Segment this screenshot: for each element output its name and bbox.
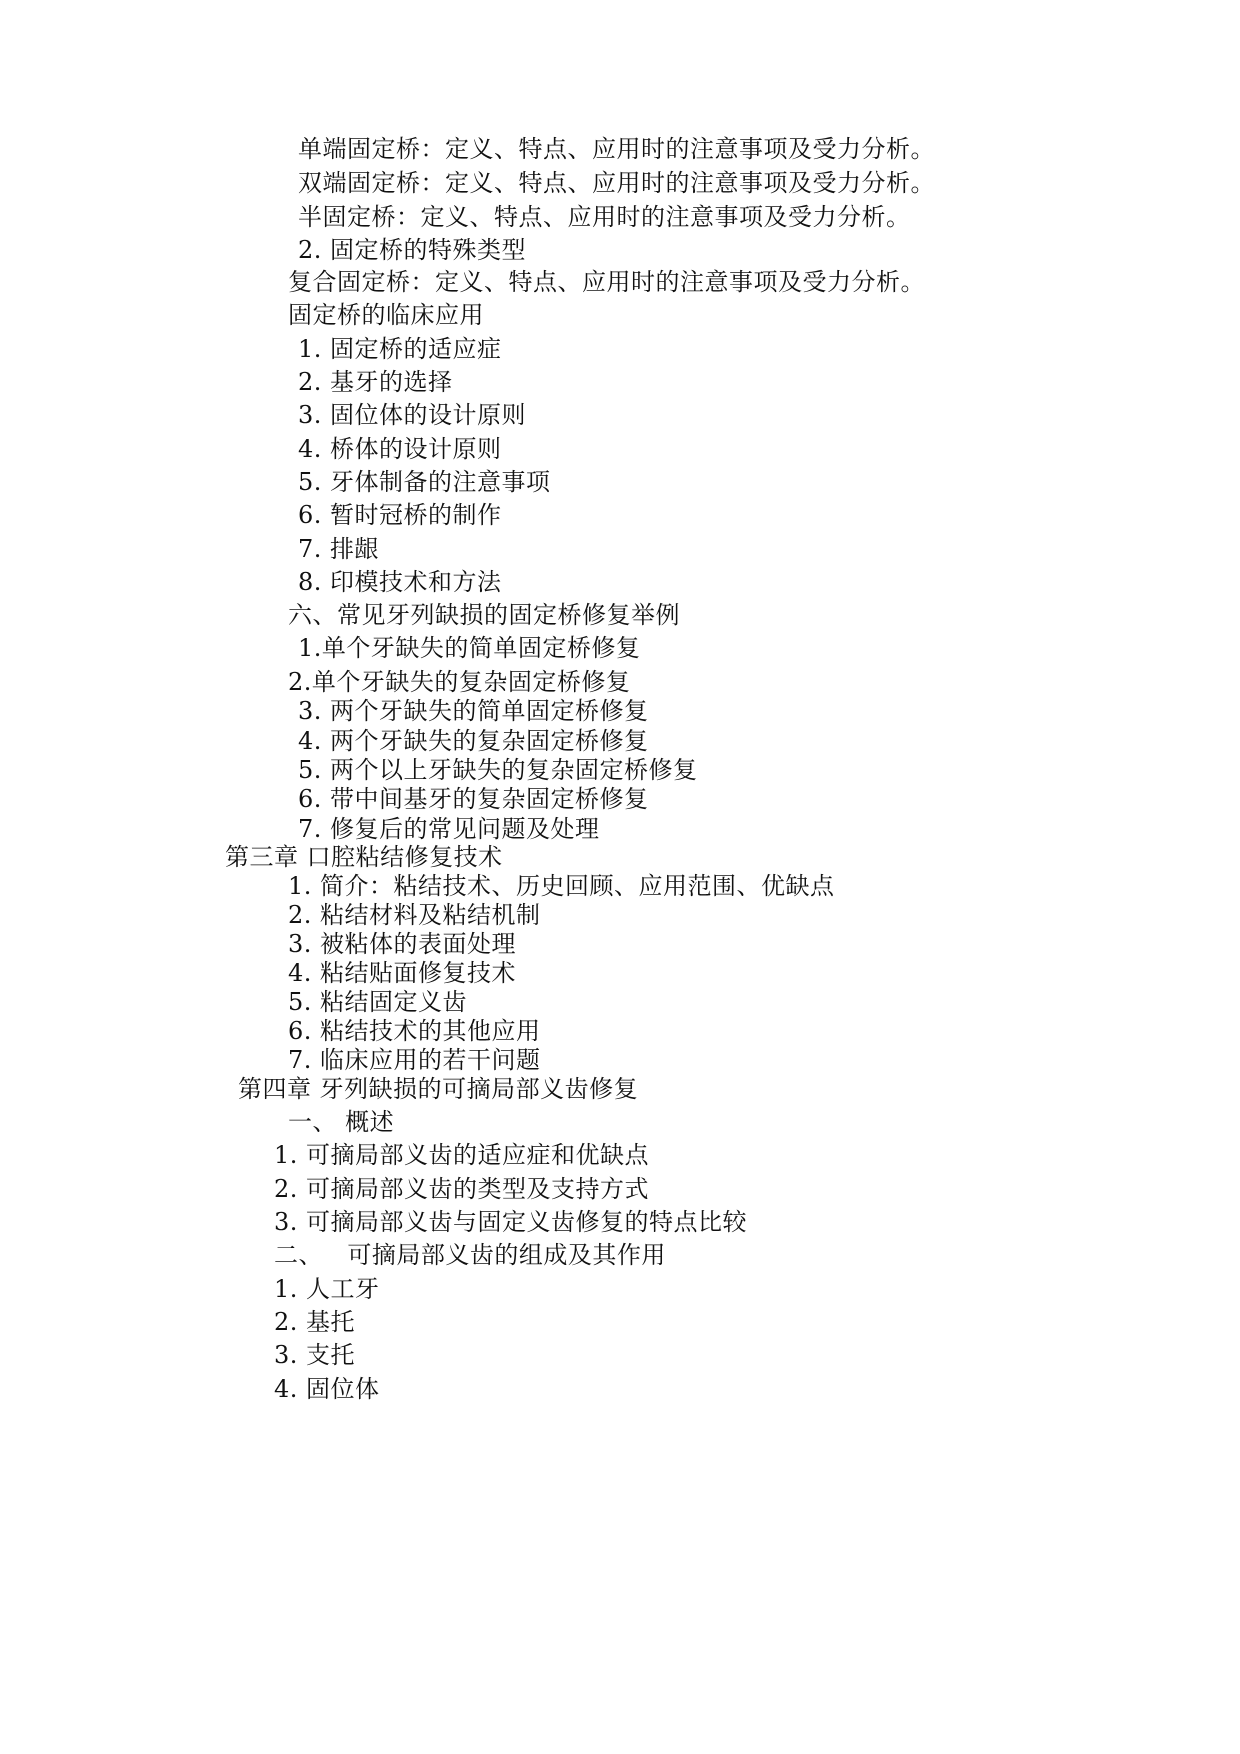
chapter-heading: 第三章 口腔粘结修复技术 xyxy=(225,843,503,871)
text-line: 4. 粘结贴面修复技术 xyxy=(288,959,517,987)
text-line: 7. 临床应用的若干问题 xyxy=(288,1046,541,1074)
text-line: 1. 简介：粘结技术、历史回顾、应用范围、优缺点 xyxy=(288,872,835,900)
text-line: 六、常见牙列缺损的固定桥修复举例 xyxy=(288,601,680,629)
text-line: 6. 带中间基牙的复杂固定桥修复 xyxy=(298,785,649,813)
text-line: 5. 两个以上牙缺失的复杂固定桥修复 xyxy=(298,756,698,784)
text-line: 2. 固定桥的特殊类型 xyxy=(298,236,527,264)
text-line: 2. 基托 xyxy=(274,1308,356,1336)
text-line: 5. 牙体制备的注意事项 xyxy=(298,468,551,496)
text-line: 1. 可摘局部义齿的适应症和优缺点 xyxy=(274,1141,650,1169)
text-line: 单端固定桥：定义、特点、应用时的注意事项及受力分析。 xyxy=(298,135,935,163)
text-line: 固定桥的临床应用 xyxy=(288,301,484,329)
text-line: 2. 粘结材料及粘结机制 xyxy=(288,901,541,929)
text-line: 2.单个牙缺失的复杂固定桥修复 xyxy=(288,668,631,696)
text-line: 6. 暂时冠桥的制作 xyxy=(298,501,502,529)
text-line: 1.单个牙缺失的简单固定桥修复 xyxy=(298,634,641,662)
text-line: 复合固定桥：定义、特点、应用时的注意事项及受力分析。 xyxy=(288,268,925,296)
text-line: 3. 被粘体的表面处理 xyxy=(288,930,517,958)
text-line: 3. 固位体的设计原则 xyxy=(298,401,527,429)
text-line: 4. 两个牙缺失的复杂固定桥修复 xyxy=(298,727,649,755)
text-line: 二、 可摘局部义齿的组成及其作用 xyxy=(274,1241,666,1269)
text-line: 双端固定桥：定义、特点、应用时的注意事项及受力分析。 xyxy=(298,169,935,197)
text-line: 8. 印模技术和方法 xyxy=(298,568,502,596)
chapter-heading: 第四章 牙列缺损的可摘局部义齿修复 xyxy=(238,1075,639,1103)
text-line: 6. 粘结技术的其他应用 xyxy=(288,1017,541,1045)
text-line: 2. 可摘局部义齿的类型及支持方式 xyxy=(274,1175,650,1203)
text-line: 5. 粘结固定义齿 xyxy=(288,988,468,1016)
text-line: 7. 排龈 xyxy=(298,535,380,563)
text-line: 1. 固定桥的适应症 xyxy=(298,335,502,363)
text-line: 4. 桥体的设计原则 xyxy=(298,435,502,463)
text-line: 1. 人工牙 xyxy=(274,1275,380,1303)
text-line: 3. 可摘局部义齿与固定义齿修复的特点比较 xyxy=(274,1208,748,1236)
text-line: 3. 两个牙缺失的简单固定桥修复 xyxy=(298,697,649,725)
text-line: 4. 固位体 xyxy=(274,1375,380,1403)
text-line: 半固定桥：定义、特点、应用时的注意事项及受力分析。 xyxy=(298,203,911,231)
text-line: 一、 概述 xyxy=(288,1108,395,1136)
text-line: 7. 修复后的常见问题及处理 xyxy=(298,815,600,843)
text-line: 2. 基牙的选择 xyxy=(298,368,453,396)
text-line: 3. 支托 xyxy=(274,1341,356,1369)
